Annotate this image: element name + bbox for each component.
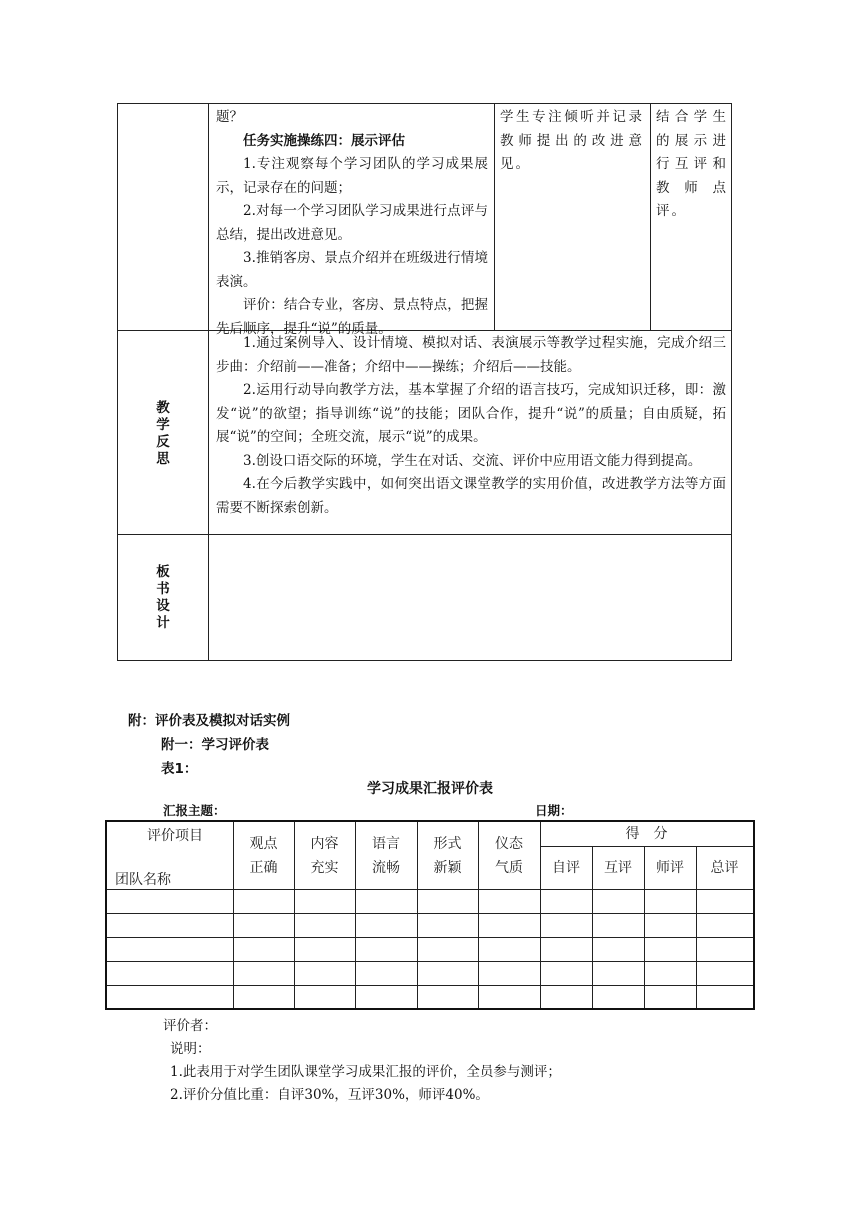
corner-bottom-label: 团队名称 [115,872,171,888]
criterion-line: 仪态 [495,836,523,852]
criterion-line: 形式 [433,836,462,852]
appendix-title: 附：评价表及模拟对话实例 [128,713,290,729]
table-number: 表1： [161,761,198,777]
criterion-header [355,832,417,880]
process-item: 2.对每一个学习团队学习成果进行点评与总结，提出改进意见。 [216,203,488,243]
criterion-line: 观点 [249,836,278,852]
criterion-header [478,832,540,880]
criterion-header [294,832,355,880]
criterion-line: 新颖 [433,860,462,876]
evaluation-table [105,820,755,1010]
report-topic-label: 汇报主题： [163,803,226,818]
date-label: 日期： [535,803,573,818]
table-divider [540,822,541,1008]
eval-table-title: 学习成果汇报评价表 [367,781,493,797]
criterion-line: 正确 [249,860,278,876]
evaluator-label: 评价者： [163,1018,217,1034]
note-item: 2.评价分值比重：自评30%，互评30%，师评40%。 [170,1087,489,1103]
criterion-header [417,832,478,880]
reflection-item: 2.运用行动导向教学方法，基本掌握了介绍的语言技巧，完成知识迁移，即：激发“说”的欲望；指导训练“说”的技能；团队合作，提升“说”的质量；自由质疑，拓展“说”的空间；全班交流，展示“说”的成果。 [216,382,726,445]
criterion-line: 充实 [310,860,339,876]
lesson-table [117,103,732,661]
score-col-self: 自评 [552,860,580,876]
table-divider [208,104,209,660]
assessment-cell: 结合学生的展示进行互评和教师点评。 [656,109,728,219]
label-char: 计 [156,615,170,631]
score-col-peer: 互评 [604,860,632,876]
reflection-content [216,332,726,520]
appendix-subtitle: 附一：学习评价表 [161,737,269,753]
criterion-line: 语言 [372,836,400,852]
notes-label: 说明： [170,1041,211,1057]
criterion-line: 内容 [310,836,339,852]
criterion-line: 流畅 [372,860,400,876]
score-col-teacher: 师评 [656,860,684,876]
table-row [107,985,753,986]
label-char: 思 [156,451,170,467]
note-item: 1.此表用于对学生团队课堂学习成果汇报的评价，全员参与测评； [170,1064,561,1080]
reflection-item: 4.在今后教学实践中，如何突出语文课堂教学的实用价值，改进教学方法等方面需要不断探索创新。 [216,476,726,516]
process-line-cont: 题？ [216,109,243,125]
table-row [107,961,753,962]
reflection-item: 3.创设口语交际的环境，学生在对话、交流、评价中应用语文能力得到提高。 [243,452,702,469]
process-evaluation: 评价：结合专业，客房、景点特点，把握先后顺序，提升“说”的质量。 [216,297,488,337]
label-char: 书 [156,581,170,597]
table-divider [118,534,731,535]
label-char: 设 [156,598,170,614]
process-item: 1.专注观察每个学习团队的学习成果展示，记录存在的问题； [216,156,488,196]
label-char: 学 [156,417,170,433]
criterion-header [233,832,294,880]
table-divider [540,846,753,847]
reflection-item: 1.通过案例导入、设计情境、模拟对话、表演展示等教学过程实施，完成介绍三步曲：介绍前——准备；介绍中——操练；介绍后——技能。 [216,335,726,375]
score-col-total: 总评 [710,860,739,876]
label-char: 教 [156,400,170,416]
table-divider [650,104,651,330]
board-design-label [153,564,173,632]
table-row [107,913,753,914]
task-title: 任务实施操练四：展示评估 [243,132,405,149]
process-cell [216,106,488,341]
table-row [107,937,753,938]
table-divider [494,104,495,330]
student-activity-cell: 学生专注倾听并记录教师提出的改进意见。 [500,109,644,172]
score-header: 得 分 [625,826,668,842]
process-item: 3.推销客房、景点介绍并在班级进行情境表演。 [216,250,488,290]
label-char: 板 [156,564,170,580]
corner-top-label: 评价项目 [147,828,203,844]
reflection-label [153,400,173,468]
label-char: 反 [156,434,170,450]
criterion-line: 气质 [495,860,523,876]
